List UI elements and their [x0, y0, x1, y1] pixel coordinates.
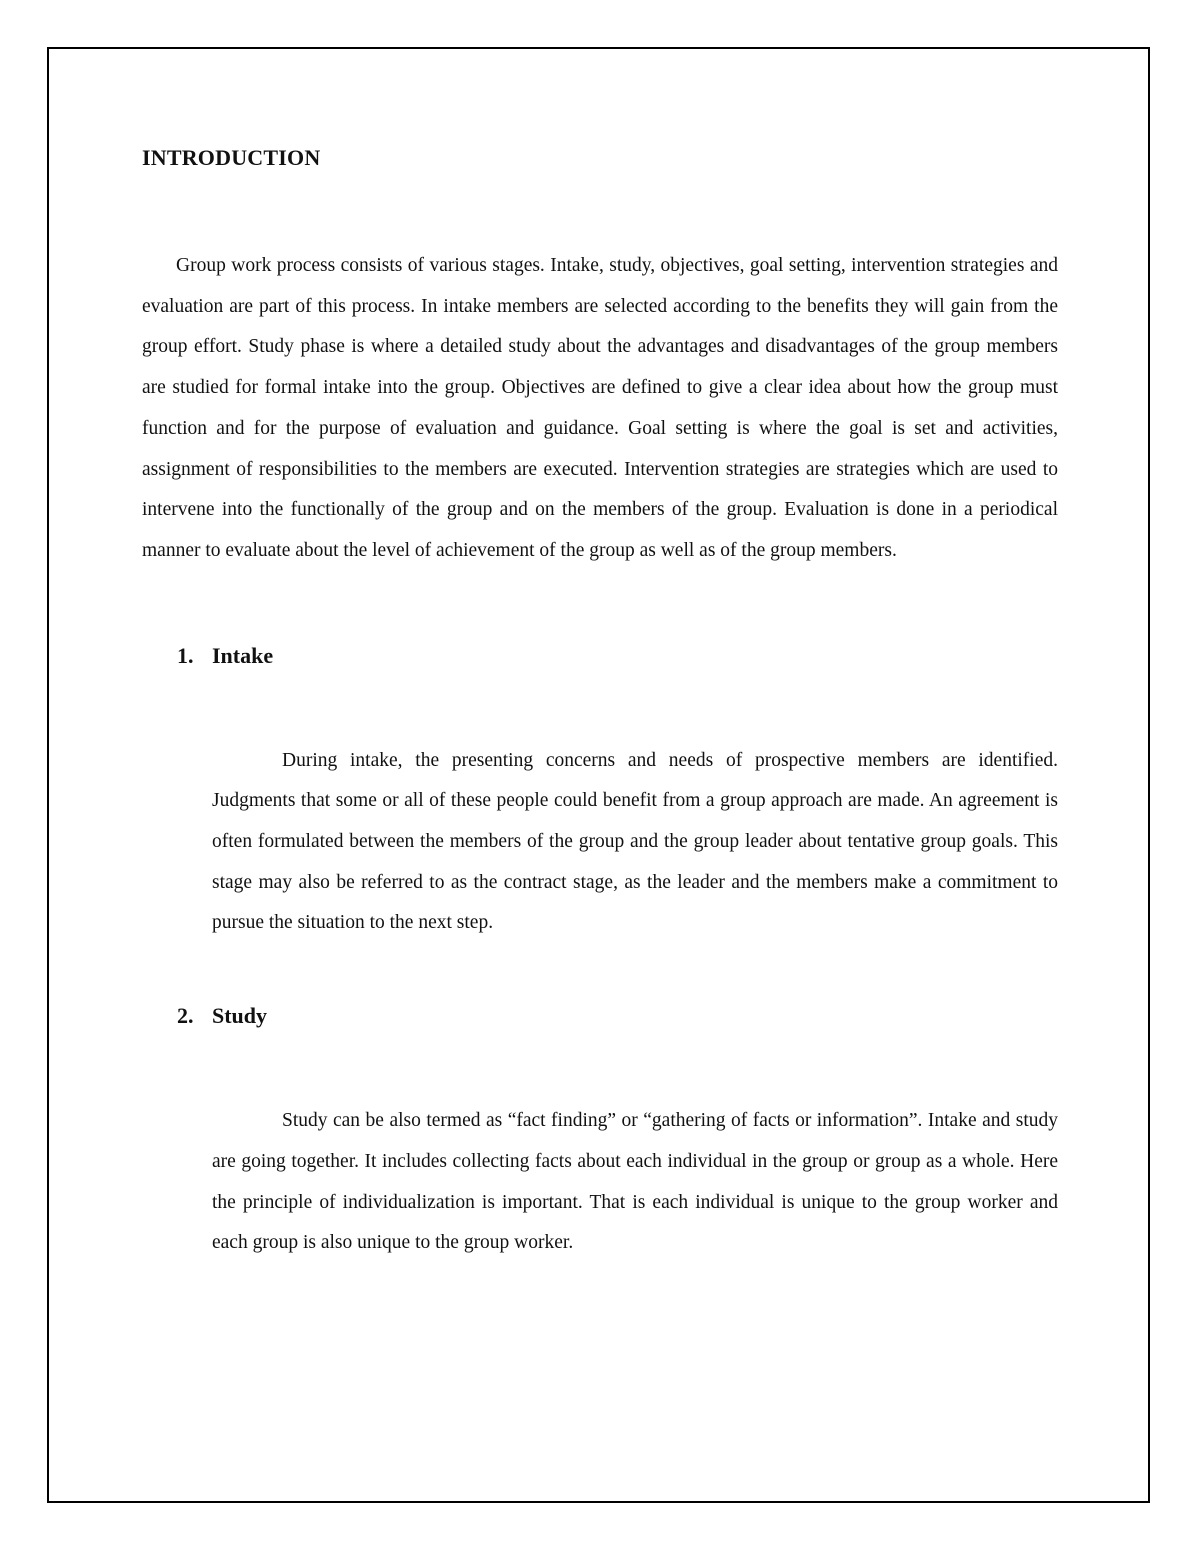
- section-number: 2.: [177, 1003, 194, 1029]
- section-heading-study: [142, 998, 1058, 1034]
- intake-paragraph: During intake, the presenting concerns and needs of prospective members are identified. Judgments that some or all of these people could benefit from a group approach are made. An agreement is often formulated between the members of the group and the group leader about tentative group goals. This stage may also be referred to as the contract stage, as the leader and the members make a commitment to pursue the situation to the next step.: [212, 749, 1058, 934]
- document-body: [142, 140, 1058, 1264]
- section-number: 1.: [177, 642, 194, 668]
- page-title: INTRODUCTION: [142, 145, 321, 170]
- section-heading-intake: [142, 638, 1058, 674]
- study-paragraph: Study can be also termed as “fact finding” or “gathering of facts or information”. Intake and study are going together. It includes collecting facts about each individual in the group or group as a whole. Here the principle of individualization is important. That is each individual is unique to the group worker and each group is also unique to the group worker.: [212, 1110, 1058, 1254]
- intro-paragraph: Group work process consists of various stages. Intake, study, objectives, goal setting, intervention strategies and evaluation are part of this process. In intake members are selected according to the benefits they will gain from the group effort. Study phase is where a detailed study about the advantages and disadvantages of the group members are studied for formal intake into the group. Objectives are defined to give a clear idea about how the group must function and for the purpose of evaluation and guidance. Goal setting is where the goal is set and activities, assignment of responsibilities to the members are executed. Intervention strategies are strategies which are used to intervene into the functionally of the group and on the members of the group. Evaluation is done in a periodical manner to evaluate about the level of achievement of the group as well as of the group members.: [142, 255, 1058, 561]
- section-title: Intake: [212, 642, 274, 668]
- section-title: Study: [212, 1003, 268, 1029]
